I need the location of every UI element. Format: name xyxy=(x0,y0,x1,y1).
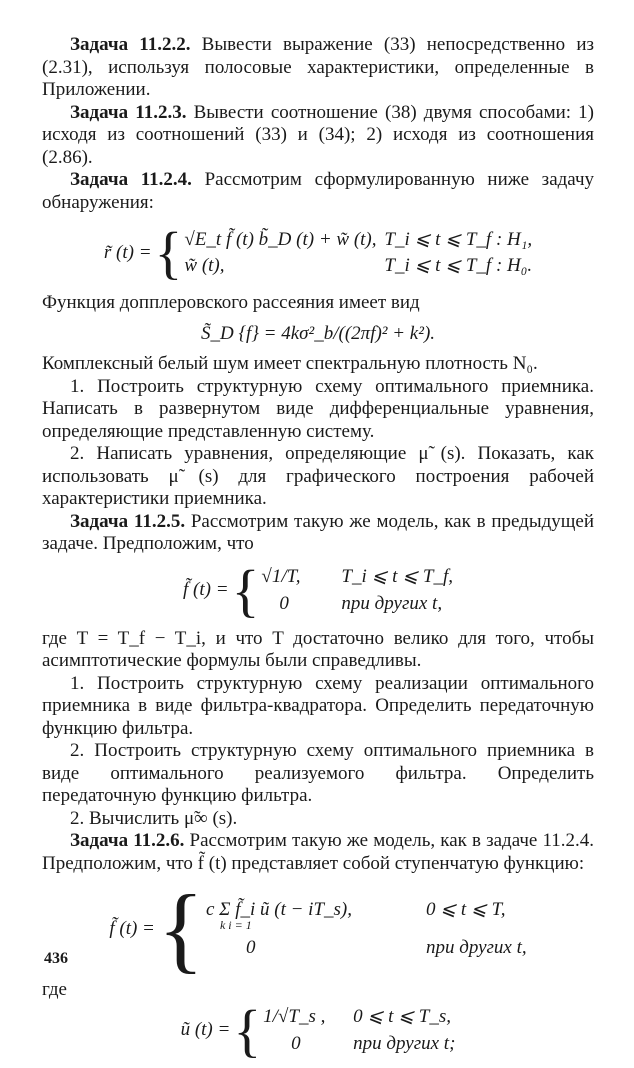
formula-condition: при других t, xyxy=(425,937,527,958)
problem-title: Задача 11.2.3. xyxy=(70,101,187,123)
left-brace: { xyxy=(231,557,260,623)
problem-11-2-4 xyxy=(42,169,594,214)
formula-lhs: ũ (t) = xyxy=(180,1019,231,1041)
problem-11-2-5 xyxy=(42,511,594,556)
formula-lhs: r̃ (t) = xyxy=(103,241,152,263)
formula-case: 0 xyxy=(245,937,256,958)
task-item: 1. Построить структурную схему оптимального приемника. Написать в развернутом виде дифференциальные уравнения, определяющие представленную систему. xyxy=(42,375,594,442)
problem-11-2-2 xyxy=(42,34,594,102)
left-brace: { xyxy=(233,997,262,1063)
formula-condition: T_i ⩽ t ⩽ T_f : H₀. xyxy=(384,255,533,276)
task-item: 2. Вычислить μ̃∞ (s). xyxy=(70,807,238,829)
problem-text: Рассмотрим сформулированную ниже задачу обнаружения: xyxy=(42,169,595,213)
formula-case: c Σ f̃_i ũ (t − iT_s), xyxy=(205,898,352,920)
formula-case: √1/T, xyxy=(261,566,301,587)
noise-text: Комплексный белый шум имеет спектральную плотность N₀. xyxy=(42,353,538,374)
task-item: 1. Построить структурную схему реализации оптимального приемника в виде фильтра-квадратора. Определить передаточную функцию фильтра. xyxy=(42,672,594,739)
formula-f-t xyxy=(42,557,594,623)
page-content xyxy=(42,34,594,1068)
formula-condition: при других t, xyxy=(341,592,443,614)
task-item: 2. Построить структурную схему оптимального приемника в виде оптимального реализуемого фильтра. Определить передаточную функцию фильтра. xyxy=(42,740,594,806)
formula-condition: 0 ⩽ t ⩽ T, xyxy=(425,898,506,920)
problem-text: Рассмотрим такую же модель, как в задаче 11.2.4. Предположим, что f̃ (t) представляет собой ступенчатую функцию: xyxy=(42,830,595,874)
problem-title: Задача 11.2.5. xyxy=(70,510,186,532)
formula-case: 1/√T_s , xyxy=(263,1006,326,1027)
sum-upper-limit: k xyxy=(219,918,226,932)
problem-11-2-3 xyxy=(42,102,594,170)
formula-condition: 0 ⩽ t ⩽ T_s, xyxy=(353,1006,452,1027)
problem-title: Задача 11.2.6. xyxy=(70,830,185,851)
formula-r-t xyxy=(42,220,594,285)
formula-case: w̃ (t), xyxy=(184,255,225,276)
page-number: 436 xyxy=(44,950,68,967)
formula-doppler: S̃_D {f} = 4kσ²_b/((2πf)² + k²). xyxy=(200,322,436,344)
formula-condition: при других t; xyxy=(353,1032,456,1054)
formula-lhs: f̃ (t) = xyxy=(183,579,229,601)
problem-11-2-6 xyxy=(42,830,594,875)
formula-case: 0 xyxy=(279,592,289,614)
sum-lower-limit: i = 1 xyxy=(228,918,252,932)
task-item: 2. Написать уравнения, определяющие μ̃ (s). Показать, как использовать μ̃ (s) для графического построения рабочей характеристики приемника. xyxy=(42,443,594,509)
left-brace: { xyxy=(154,220,183,285)
problem-title: Задача 11.2.4. xyxy=(70,169,192,190)
sum-limits xyxy=(220,919,252,931)
problem-text: Вывести соотношение (38) двумя способами: 1) исходя из соотношений (33) и (34); 2) исходя из соотношения (2.86). xyxy=(42,101,595,168)
formula-lhs: f̃ (t) = xyxy=(109,917,155,939)
problem-text: Вывести выражение (33) непосредственно из (2.31), используя полосовые характеристики, определенные в Приложении. xyxy=(42,34,594,100)
left-brace: { xyxy=(157,875,204,982)
formula-case: 0 xyxy=(291,1032,301,1054)
problem-title: Задача 11.2.2. xyxy=(70,34,191,55)
problem-text: Рассмотрим такую же модель, как в предыдущей задаче. Предположим, что xyxy=(42,510,595,554)
formula-step-function xyxy=(42,875,594,982)
formula-condition: T_i ⩽ t ⩽ T_f, xyxy=(341,566,453,587)
gde-text: где xyxy=(42,979,67,1000)
formula-u-t xyxy=(42,997,594,1063)
where-text: где T = T_f − T_i, и что T достаточно велико для того, чтобы асимптотические формулы были справедливы. xyxy=(42,627,594,671)
formula-case: √E_t f̃ (t) b̃_D (t) + w̃ (t), xyxy=(184,228,377,250)
formula-condition: T_i ⩽ t ⩽ T_f : H₁, xyxy=(384,228,533,250)
doppler-text: Функция допплеровского рассеяния имеет вид xyxy=(42,292,420,313)
